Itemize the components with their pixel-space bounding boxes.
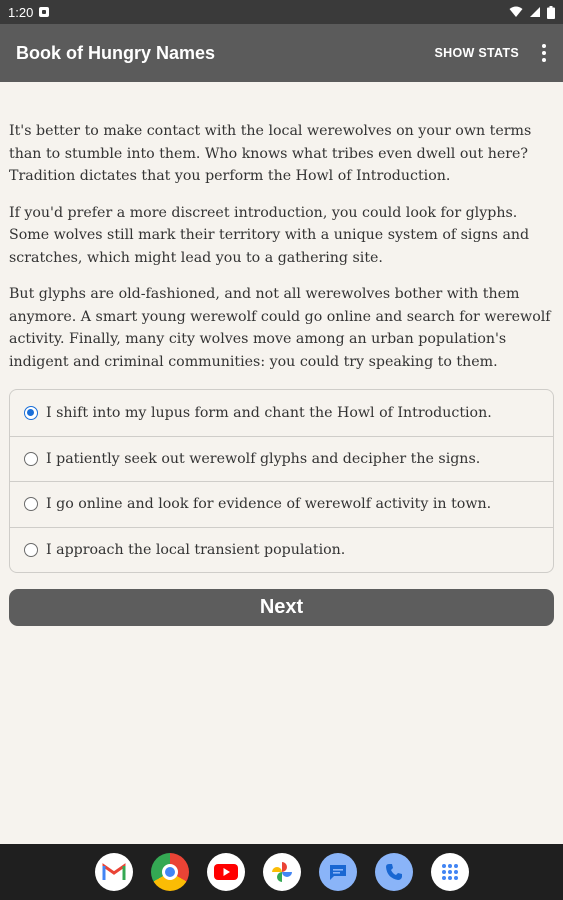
chrome-icon[interactable] (151, 853, 189, 891)
choice-label: I approach the local transient population. (46, 541, 346, 558)
phone-icon[interactable] (375, 853, 413, 891)
battery-icon (547, 6, 555, 19)
gmail-icon[interactable] (95, 853, 133, 891)
status-bar (0, 0, 563, 24)
youtube-icon[interactable] (207, 853, 245, 891)
signal-icon (529, 6, 541, 18)
app-bar (0, 24, 563, 82)
story-paragraph: But glyphs are old-fashioned, and not all werewolves bother with them anymore. A smart young werewolf could go online and search for werewolf activity. Finally, many city wolves move among an urban population's indigent and criminal communities: you could try speaking to them. (9, 286, 551, 370)
next-button[interactable]: Next (9, 589, 554, 626)
story-paragraph: If you'd prefer a more discreet introduction, you could look for glyphs. Some wolves still mark their territory with a unique system of signs and scratches, which might lead you to a gathering site. (9, 204, 530, 266)
choice-label: I go online and look for evidence of werewolf activity in town. (46, 496, 492, 513)
radio-button-selected[interactable] (24, 406, 38, 420)
radio-button[interactable] (24, 543, 38, 557)
overflow-menu-icon[interactable] (539, 44, 549, 62)
show-stats-button[interactable]: SHOW STATS (434, 46, 519, 60)
radio-button[interactable] (24, 452, 38, 466)
app-drawer-icon[interactable] (431, 853, 469, 891)
story-content (0, 82, 563, 626)
choice-label: I shift into my lupus form and chant the Howl of Introduction. (46, 404, 492, 421)
choice-option[interactable] (10, 527, 553, 573)
choice-option[interactable] (10, 436, 553, 482)
app-dock (0, 844, 563, 900)
photos-icon[interactable] (263, 853, 301, 891)
choice-list (9, 389, 554, 573)
messages-icon[interactable] (319, 853, 357, 891)
status-time: 1:20 (8, 4, 34, 20)
notification-icon (39, 7, 49, 17)
story-paragraph: It's better to make contact with the local werewolves on your own terms than to stumble into them. Who knows what tribes even dwell out here? Tradition dictates that you perform the Howl of Introduction. (9, 123, 532, 184)
radio-button[interactable] (24, 497, 38, 511)
status-icons (509, 6, 555, 19)
choice-option[interactable] (10, 481, 553, 527)
choice-label: I patiently seek out werewolf glyphs and decipher the signs. (46, 450, 481, 467)
choice-option[interactable] (10, 390, 553, 436)
wifi-icon (509, 6, 523, 18)
app-title: Book of Hungry Names (16, 42, 216, 63)
